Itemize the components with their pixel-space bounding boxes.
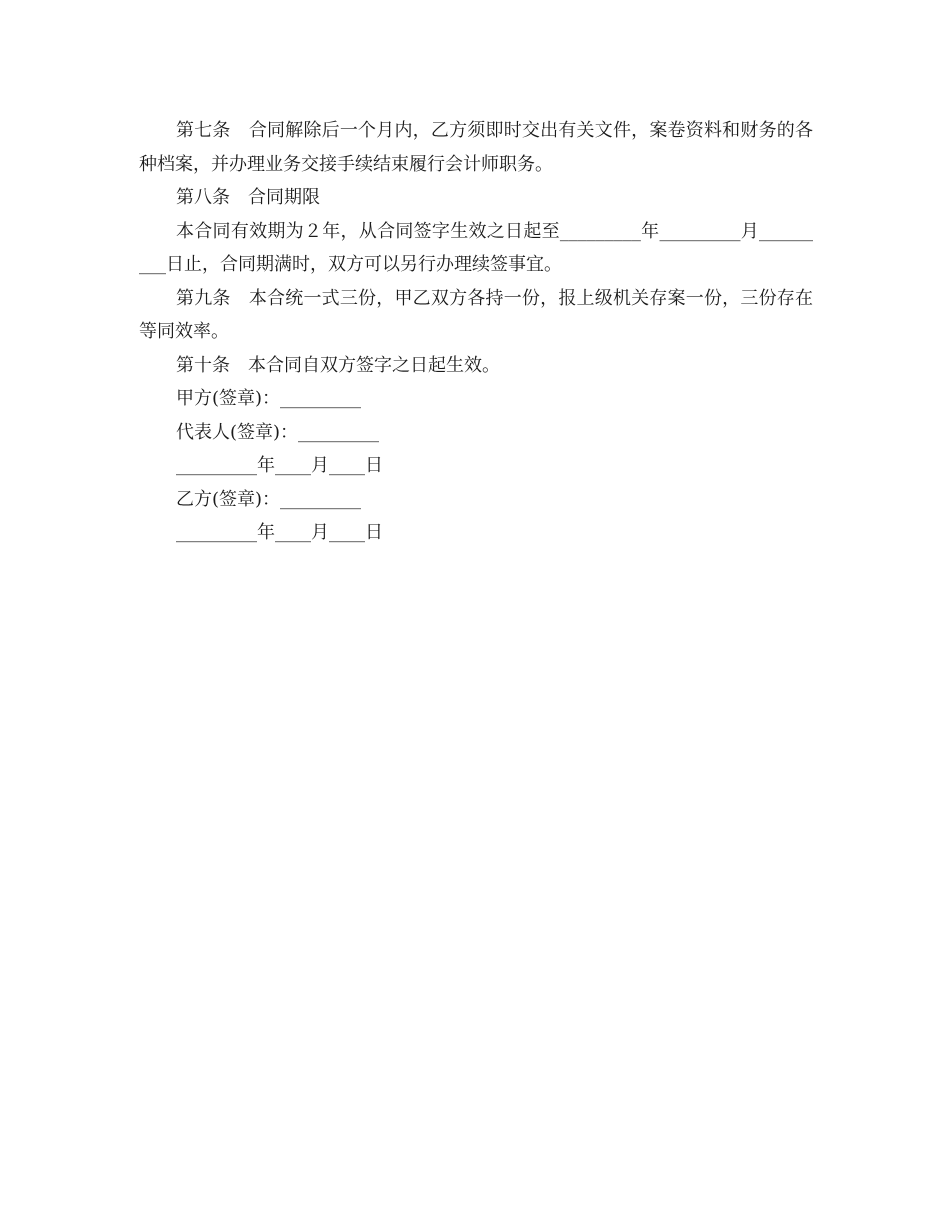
- party-b-date-line: _________年____月____日: [176, 522, 383, 543]
- contract-term-text: 本合同有效期为２年，从合同签字生效之日起至_________年_________月_________日止，合同期满时，双方可以另行办理续签事宜。: [139, 220, 813, 275]
- document-body: [139, 114, 813, 550]
- representative-signature-line: 代表人(签章)：_________: [176, 421, 380, 443]
- party-a-signature-line: 甲方(签章)：_________: [176, 388, 362, 409]
- clause-7: 第七条 合同解除后一个月内，乙方须即时交出有关文件，案卷资料和财务的各种档案，并办理业务交接手续结束履行会计师职务。: [139, 120, 813, 175]
- party-b-signature-line: 乙方(签章)：_________: [176, 488, 362, 510]
- party-a-date-line: _________年____月____日: [176, 455, 383, 476]
- clause-10: 第十条 本合同自双方签字之日起生效。: [176, 354, 500, 376]
- clause-9: 第九条 本合统一式三份，甲乙双方各持一份，报上级机关存案一份，三份存在等同效率。: [139, 287, 813, 342]
- clause-8-heading: 第八条 合同期限: [176, 187, 320, 208]
